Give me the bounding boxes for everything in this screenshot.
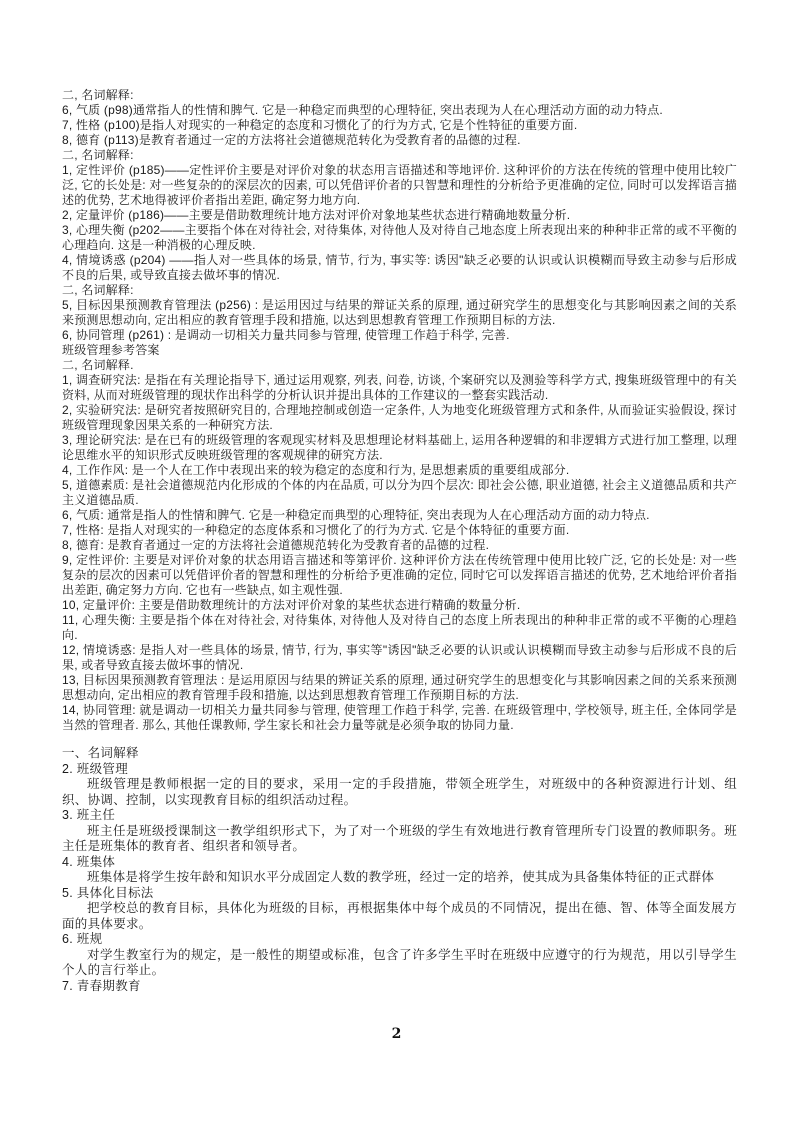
definition-item: 6, 气质 (p98)通常指人的性情和脾气. 它是一种稳定而典型的心理特征, 突出表现为人在心理活动方面的动力特点. xyxy=(62,103,663,117)
term-definition: 班主任是班级授课制这一教学组织形式下，为了对一个班级的学生有效地进行教育管理所专门设置的教师职务。班主任是班集体的教育者、组织者和领导者。 xyxy=(62,823,737,853)
definition-item: 2, 实验研究法: 是研究者按照研究目的, 合理地控制或创造一定条件, 人为地变化班级管理方式和条件, 从而验证实验假设, 探讨班级管理现象因果关系的一种研究方法. xyxy=(62,403,737,432)
definition-item: 5, 道德素质: 是社会道德规范内化形成的个体的内在品质, 可以分为四个层次: 即社会公德, 职业道德, 社会主义道德品质和共产主义道德品质. xyxy=(62,478,737,507)
definition-item: 13, 目标因果预测教育管理法 : 是运用原因与结果的辨证关系的原理, 通过研究学生的思想变化与其影响因素之间的关系来预测思想动向, 定出相应的教育管理手段和措施, 以达到思想教育管理工作预期目标的方法. xyxy=(62,673,737,702)
definition-item: 3, 理论研究法: 是在已有的班级管理的客观现实材料及思想理论材料基础上, 运用各种逻辑的和非逻辑方式进行加工整理, 以理论思维水平的知识形式反映班级管理的客观规律的研究方法. xyxy=(62,433,737,462)
definition-item: 12, 情境诱惑: 是指人对一些具体的场景, 情节, 行为, 事实等"诱因"缺乏必要的认识或认识模糊而导致主动参与后形成不良的后果, 或者导致直接去做坏事的情况. xyxy=(62,643,737,672)
definition-item: 3, 心理失衡 (p202——主要指个体在对待社会, 对待集体, 对待他人及对待自己地态度上所表现出来的种种非正常的或不平衡的心理趋向. 这是一种消极的心理反映. xyxy=(62,223,737,252)
definition-item: 8, 德育 (p113)是教育者通过一定的方法将社会道德规范转化为受教育者的品德的过程. xyxy=(62,133,521,147)
definition-item: 14, 协同管理: 就是调动一切相关力量共同参与管理, 使管理工作趋于科学, 完善. 在班级管理中, 学校领导, 班主任, 全体同学是当然的管理者. 那么, 其他任课教师, 学生家长和社会力量等就是必须争取的协同力量. xyxy=(62,703,737,732)
term-definition: 班级管理是教师根据一定的目的要求，采用一定的手段措施，带领全班学生，对班级中的各种资源进行计划、组织、协调、控制，以实现教育目标的组织活动过程。 xyxy=(62,777,737,807)
section-heading: 二, 名词解释: xyxy=(62,148,134,162)
definition-item: 10, 定量评价: 主要是借助数理统计的方法对评价对象的某些状态进行精确的数量分析. xyxy=(62,598,521,612)
term-heading: 6. 班规 xyxy=(62,932,103,946)
term-heading: 7. 青春期教育 xyxy=(62,978,141,993)
document-content xyxy=(62,88,737,994)
definition-item: 6, 气质: 通常是指人的性情和脾气. 它是一种稳定而典型的心理特征, 突出表现为人在心理活动方面的动力特点. xyxy=(62,508,650,522)
term-heading: 3. 班主任 xyxy=(62,808,116,822)
definition-item: 9, 定性评价: 主要是对评价对象的状态用语言描述和等第评价. 这种评价方法在传统管理中使用比较广泛, 它的长处是: 对一些复杂的层次的因素可以凭借评价者的智慧和理性的分析给予更准确的定位, 同时它可以发挥语言描述的优势, 艺术地给评价者指出差距, 确定努力方向. 它也有一些缺点, 如主观性强. xyxy=(62,553,737,597)
term-definition: 把学校总的教育目标，具体化为班级的目标，再根据集体中每个成员的不同情况，提出在德、智、体等全面发展方面的具体要求。 xyxy=(62,901,737,931)
term-heading: 4. 班集体 xyxy=(62,854,116,869)
section-heading: 二, 名词解释: xyxy=(62,283,134,297)
definition-item: 6, 协同管理 (p261) : 是调动一切相关力量共同参与管理, 使管理工作趋于科学, 完善. xyxy=(62,328,510,342)
definition-item: 1, 调查研究法: 是指在有关理论指导下, 通过运用观察, 列表, 问卷, 访谈, 个案研究以及测验等科学方式, 搜集班级管理中的有关资料, 从而对班级管理的现状作出科学的分析认识并提出具体的工作建议的一整套实践活动. xyxy=(62,373,738,402)
page-number: 2 xyxy=(391,1026,402,1042)
definition-item: 1, 定性评价 (p185)——定性评价主要是对评价对象的状态用言语描述和等地评价. 这种评价的方法在传统的管理中使用比较广泛, 它的长处是: 对一些复杂的的深层次的因素, 可以凭借评价者的只智慧和理性的分析给予更准确的定位, 同时可以发挥语言描述的优势, 艺术地得被评价者指出差距, 确定努力地方向. xyxy=(62,163,737,207)
section-heading: 二, 名词解释: xyxy=(62,88,134,102)
class-management-answers-section xyxy=(62,746,737,994)
section-heading: 一、名词解释 xyxy=(62,746,139,760)
term-heading: 2. 班级管理 xyxy=(62,761,128,776)
definition-item: 7, 性格: 是指人对现实的一种稳定的态度体系和习惯化了的行为方式. 它是个体特征的重要方面. xyxy=(62,523,570,537)
term-definition: 对学生教室行为的规定，是一般性的期望或标准，包含了许多学生平时在班级中应遵守的行为规范，用以引导学生个人的言行举止。 xyxy=(62,947,737,977)
definition-item: 7, 性格 (p100)是指人对现实的一种稳定的态度和习惯化了的行为方式, 它是个性特征的重要方面. xyxy=(62,118,578,132)
term-definition: 班集体是将学生按年龄和知识水平分成固定人数的教学班，经过一定的培养，使其成为具备集体特征的正式群体 xyxy=(87,870,715,884)
definition-item: 5, 目标因果预测教育管理法 (p256) : 是运用因过与结果的辩证关系的原理, 通过研究学生的思想变化与其影响因素之间的关系来预测思想动向, 定出相应的教育管理手段和措施, 以达到思想教育管理工作预期目标的方法. xyxy=(62,298,737,327)
terms-definitions-section xyxy=(62,88,737,733)
term-heading: 5. 具体化目标法 xyxy=(62,885,154,900)
definition-item: 4, 情境诱惑 (p204) ——指人对一些具体的场景, 情节, 行为, 事实等: 诱因"缺乏必要的认识或认识模糊而导致主动参与后形成不良的后果, 或导致直接去做坏事的情况. xyxy=(62,253,737,282)
definition-item: 4, 工作作风: 是一个人在工作中表现出来的较为稳定的态度和行为, 是思想素质的重要组成部分. xyxy=(62,463,570,477)
section-heading: 二, 名词解释. xyxy=(62,358,134,372)
definition-item: 8, 德育: 是教育者通过一定的方法将社会道德规范转化为受教育者的品德的过程. xyxy=(62,538,490,552)
definition-item: 11, 心理失衡: 主要是指个体在对待社会, 对待集体, 对待他人及对待自己的态度上所表现出的种种非正常的或不平衡的心理趋向. xyxy=(62,613,737,642)
definition-item: 2, 定量评价 (p186)——主要是借助数理统计地方法对评价对象地某些状态进行精确地数量分析. xyxy=(62,208,571,222)
answers-title: 班级管理参考答案 xyxy=(62,343,160,357)
